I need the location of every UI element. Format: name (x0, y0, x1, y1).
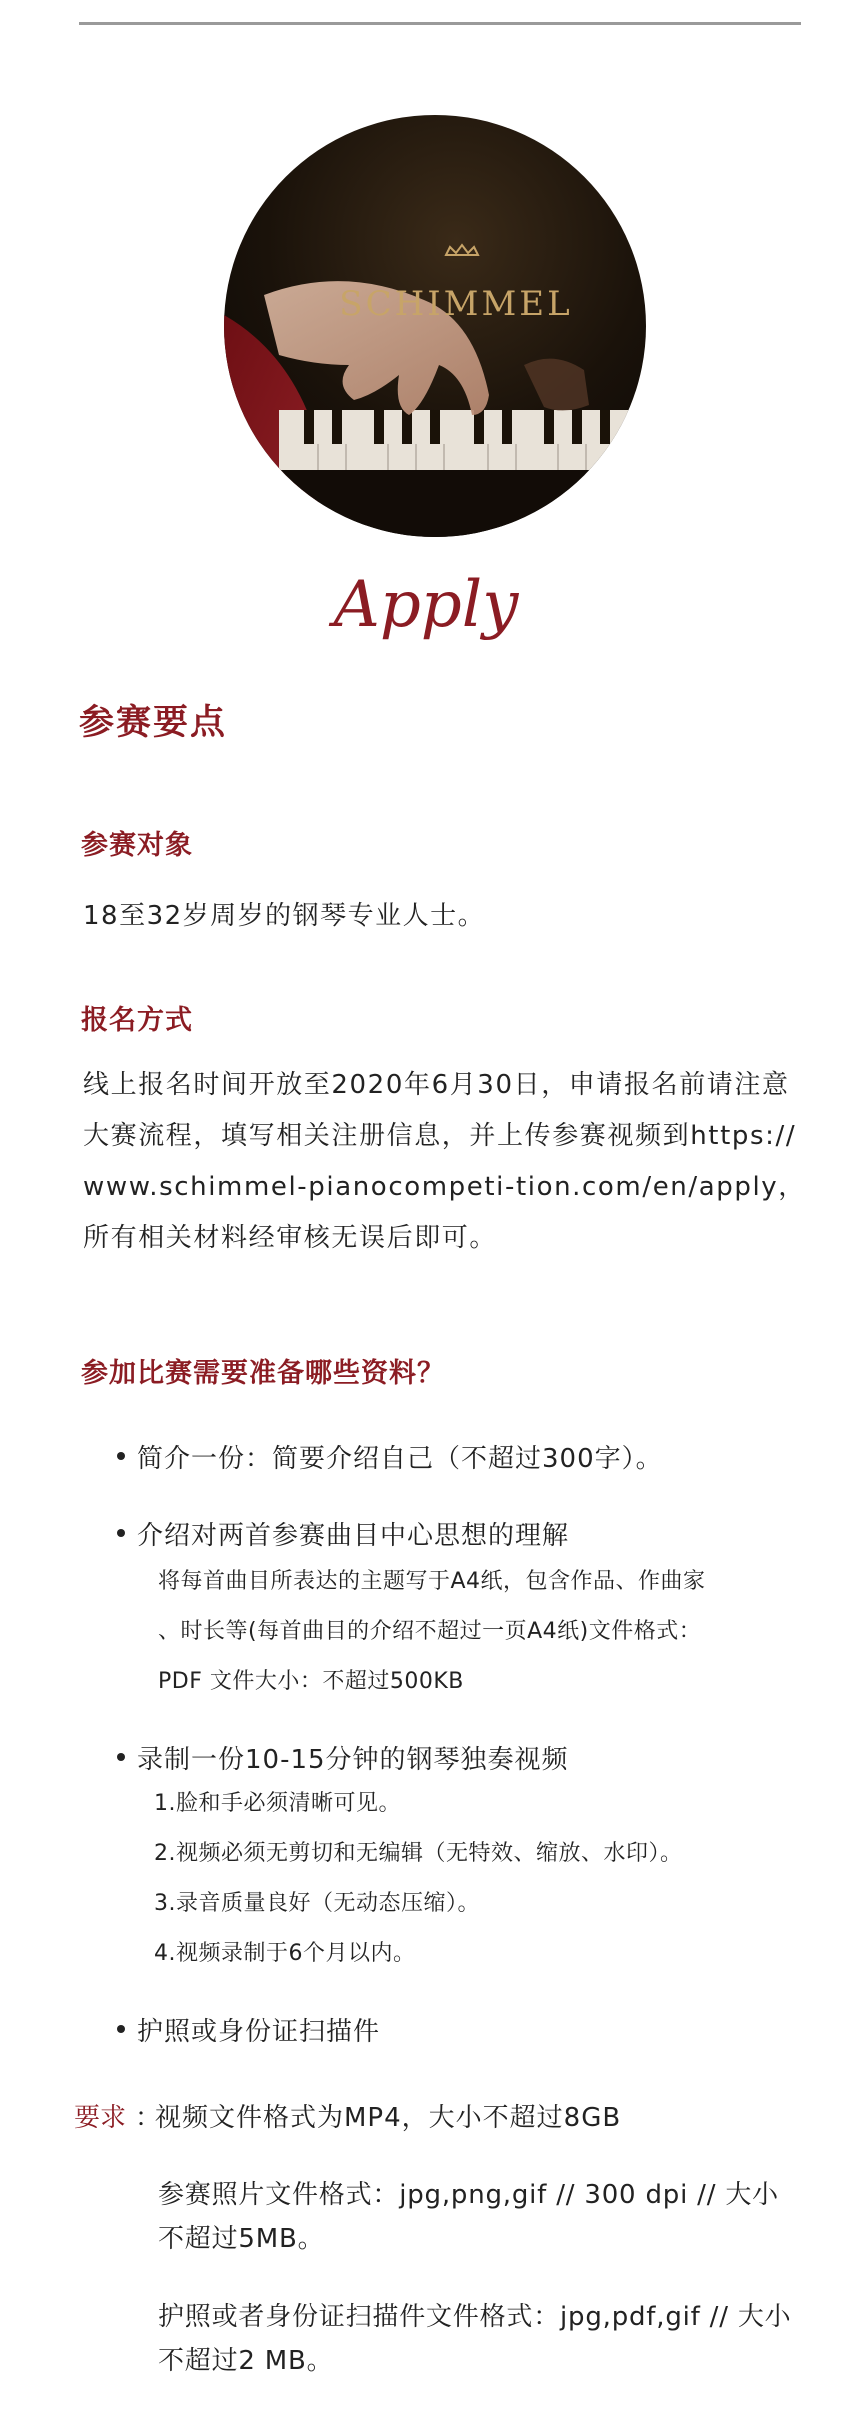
requirements-label: 要求 (74, 2103, 127, 2133)
apply-script-text: Apply (333, 568, 518, 642)
understanding-detail-line: 将每首曲目所表达的主题写于A4纸，包含作品、作曲家 (158, 1569, 706, 1594)
requirement-passport-format: 护照或者身份证扫描件文件格式：jpg,pdf,gif // 大小不超过2 MB。 (158, 2302, 792, 2376)
materials-heading: 参加比赛需要准备哪些资料？ (81, 1358, 445, 1389)
understanding-detail-line: 、时长等(每首曲目的介绍不超过一页A4纸)文件格式： (158, 1619, 702, 1644)
registration-text: 线上报名时间开放至2020年6月30日，申请报名前请注意大赛流程，填写相关注册信息，并上传参赛视频到https://www.schimmel-pianocompeti-tion.com/en/apply，所有相关材料经审核无误后即可。 (83, 1070, 806, 1253)
registration-heading: 报名方式 (81, 1005, 193, 1036)
target-text: 18至32岁周岁的钢琴专业人士。 (83, 901, 486, 931)
section-title: 参赛要点 (79, 703, 228, 743)
video-requirement: 2.视频必须无剪切和无编辑（无特效、缩放、水印）。 (154, 1841, 683, 1866)
requirement-photo-format: 参赛照片文件格式：jpg,png,gif // 300 dpi // 大小不超过5MB。 (158, 2180, 779, 2254)
materials-item-understanding: 介绍对两首参赛曲目中心思想的理解 (137, 1515, 569, 1552)
target-heading: 参赛对象 (81, 830, 193, 861)
hero-piano-image (224, 115, 646, 537)
video-requirement: 4.视频录制于6个月以内。 (154, 1941, 416, 1966)
apply-script-svg (326, 556, 526, 666)
video-requirement: 3.录音质量良好（无动态压缩）。 (154, 1891, 480, 1916)
piano-photo-illustration (224, 115, 646, 537)
apply-script-heading (0, 556, 851, 670)
requirements-colon: ： (135, 2103, 162, 2133)
materials-item-passport: 护照或身份证扫描件 (137, 2011, 380, 2048)
understanding-detail-line: PDF 文件大小：不超过500KB (158, 1669, 464, 1694)
brand-text: SCHIMMEL (339, 284, 573, 324)
video-requirement: 1.脸和手必须清晰可见。 (154, 1791, 401, 1816)
materials-item-bio: 简介一份：简要介绍自己（不超过300字）。 (137, 1438, 663, 1475)
top-divider (79, 22, 801, 25)
materials-item-video: 录制一份10-15分钟的钢琴独奏视频 (137, 1739, 569, 1776)
requirement-video-format: 视频文件格式为MP4，大小不超过8GB (155, 2103, 622, 2133)
